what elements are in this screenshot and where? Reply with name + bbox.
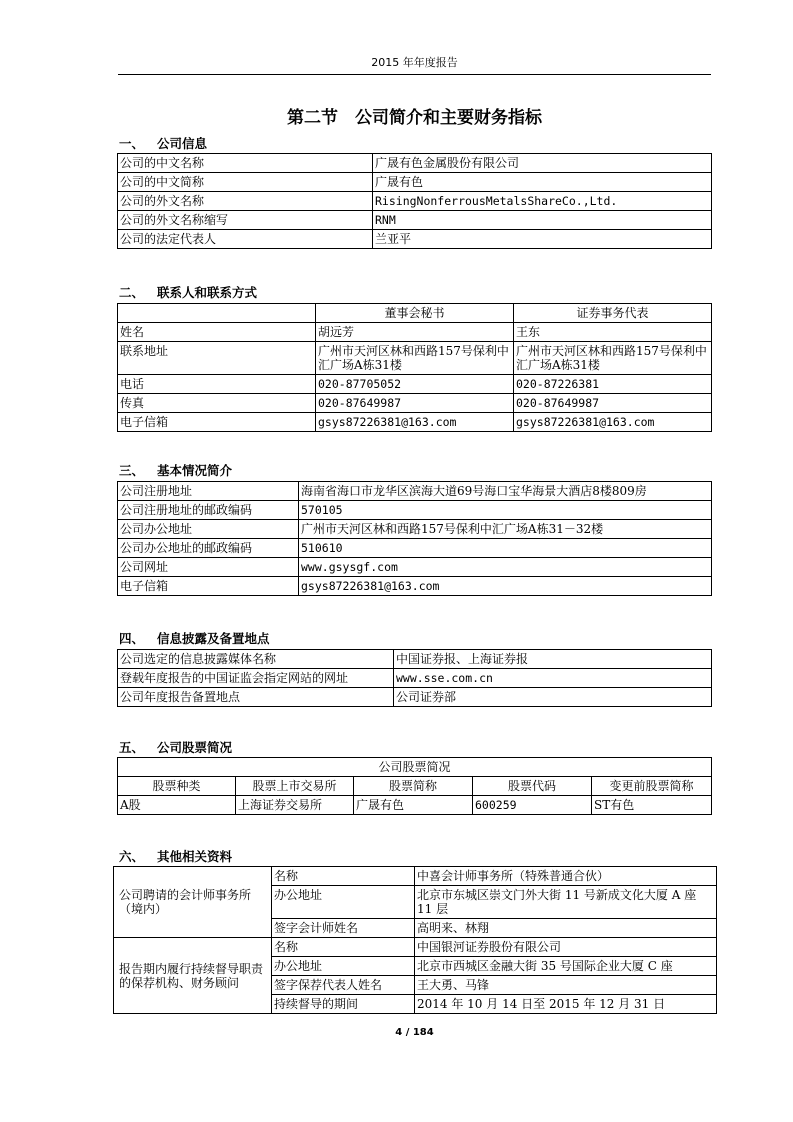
section-number: 六、 <box>119 849 145 864</box>
table-row <box>118 192 712 211</box>
basic-info-table <box>117 481 712 596</box>
table-row <box>114 867 717 886</box>
field-value: 海南省海口市龙华区滨海大道69号海口宝华海景大酒店8楼809房 <box>299 482 712 501</box>
table-row <box>118 688 712 707</box>
field-value: 兰亚平 <box>373 230 712 249</box>
field-label: 电子信箱 <box>118 413 316 432</box>
section-title: 公司股票简况 <box>157 740 233 755</box>
field-label: 名称 <box>272 938 415 957</box>
field-label: 签字保荐代表人姓名 <box>272 976 415 995</box>
field-value: 北京市西城区金融大街 35 号国际企业大厦 C 座 <box>415 957 717 976</box>
field-value: 北京市东城区崇文门外大街 11 号新成文化大厦 A 座 11 层 <box>415 886 717 919</box>
table-row <box>118 342 712 375</box>
page-header: 2015 年年度报告 <box>371 56 458 69</box>
section-title: 联系人和联系方式 <box>157 285 258 300</box>
table-row <box>118 413 712 432</box>
header-cell <box>118 304 316 323</box>
field-value: 020-87705052 <box>316 375 514 394</box>
table-row <box>118 796 712 815</box>
table-row <box>118 323 712 342</box>
table-row <box>114 938 717 957</box>
header-divider <box>118 74 711 75</box>
section-title: 其他相关资料 <box>157 849 233 864</box>
disclosure-table <box>117 649 712 707</box>
table-caption: 公司股票简况 <box>118 758 712 777</box>
section-number: 一、 <box>119 136 145 151</box>
field-value: 公司证券部 <box>394 688 712 707</box>
section-number: 五、 <box>119 740 145 755</box>
header-cell: 股票代码 <box>473 777 592 796</box>
table-row <box>118 501 712 520</box>
table-cell: ST有色 <box>592 796 712 815</box>
table-header-row <box>118 777 712 796</box>
field-value: 2014 年 10 月 14 日至 2015 年 12 月 31 日 <box>415 995 717 1014</box>
table-row <box>118 539 712 558</box>
group-label: 公司聘请的会计师事务所（境内） <box>114 867 272 938</box>
company-info-table <box>117 153 712 249</box>
table-row <box>118 669 712 688</box>
header-cell: 董事会秘书 <box>316 304 514 323</box>
field-value: 广州市天河区林和西路157号保利中汇广场A栋31楼 <box>316 342 514 375</box>
field-label: 公司注册地址 <box>118 482 299 501</box>
field-label: 姓名 <box>118 323 316 342</box>
field-label: 公司办公地址的邮政编码 <box>118 539 299 558</box>
table-caption-row <box>118 758 712 777</box>
field-label: 联系地址 <box>118 342 316 375</box>
field-value: 高明来、林翔 <box>415 919 717 938</box>
field-label: 公司网址 <box>118 558 299 577</box>
header-cell: 证券事务代表 <box>514 304 712 323</box>
other-info-table <box>113 866 717 1014</box>
contacts-table <box>117 303 712 432</box>
table-row <box>118 375 712 394</box>
field-value: 020-87649987 <box>514 394 712 413</box>
field-value: 020-87649987 <box>316 394 514 413</box>
section-number: 三、 <box>119 463 145 478</box>
field-value: 广晟有色金属股份有限公司 <box>373 154 712 173</box>
field-label: 电话 <box>118 375 316 394</box>
field-value: 广晟有色 <box>373 173 712 192</box>
field-label: 持续督导的期间 <box>272 995 415 1014</box>
field-value: 中国证券报、上海证券报 <box>394 650 712 669</box>
table-cell: 上海证券交易所 <box>236 796 354 815</box>
field-value: 广州市天河区林和西路157号保利中汇广场A栋31－32楼 <box>299 520 712 539</box>
field-value: 王大勇、马锋 <box>415 976 717 995</box>
table-row <box>118 558 712 577</box>
field-value: 胡远芳 <box>316 323 514 342</box>
field-label: 办公地址 <box>272 957 415 976</box>
field-label: 公司的外文名称 <box>118 192 373 211</box>
field-value: 570105 <box>299 501 712 520</box>
table-header-row <box>118 304 712 323</box>
header-cell: 股票上市交易所 <box>236 777 354 796</box>
field-value: gsys87226381@163.com <box>514 413 712 432</box>
field-label: 公司注册地址的邮政编码 <box>118 501 299 520</box>
header-cell: 股票简称 <box>354 777 473 796</box>
stock-table <box>117 757 712 815</box>
field-label: 公司的法定代表人 <box>118 230 373 249</box>
table-row <box>118 173 712 192</box>
section-number: 二、 <box>119 285 145 300</box>
section-1-heading <box>119 134 207 152</box>
section-title: 信息披露及备置地点 <box>157 631 270 646</box>
page-number: 4 / 184 <box>395 1027 434 1038</box>
field-label: 公司的中文名称 <box>118 154 373 173</box>
table-row <box>118 650 712 669</box>
field-label: 公司的中文简称 <box>118 173 373 192</box>
section-3-heading <box>119 461 232 479</box>
section-number: 四、 <box>119 631 145 646</box>
field-value: www.gsysgf.com <box>299 558 712 577</box>
field-label: 公司选定的信息披露媒体名称 <box>118 650 394 669</box>
field-label: 公司办公地址 <box>118 520 299 539</box>
section-5-heading <box>119 738 232 756</box>
field-value: RNM <box>373 211 712 230</box>
section-2-heading <box>119 283 257 301</box>
field-value: gsys87226381@163.com <box>299 577 712 596</box>
field-value: www.sse.com.cn <box>394 669 712 688</box>
field-label: 公司年度报告备置地点 <box>118 688 394 707</box>
header-cell: 股票种类 <box>118 777 236 796</box>
table-row <box>118 154 712 173</box>
field-label: 办公地址 <box>272 886 415 919</box>
table-row <box>118 394 712 413</box>
table-cell: 600259 <box>473 796 592 815</box>
section-4-heading <box>119 629 270 647</box>
field-value: 020-87226381 <box>514 375 712 394</box>
table-row <box>118 520 712 539</box>
table-cell: 广晟有色 <box>354 796 473 815</box>
table-row <box>118 211 712 230</box>
table-row <box>118 230 712 249</box>
field-label: 名称 <box>272 867 415 886</box>
field-value: RisingNonferrousMetalsShareCo.,Ltd. <box>373 192 712 211</box>
table-row <box>118 577 712 596</box>
field-value: 中喜会计师事务所（特殊普通合伙） <box>415 867 717 886</box>
section-6-heading <box>119 847 232 865</box>
field-label: 登载年度报告的中国证监会指定网站的网址 <box>118 669 394 688</box>
section-title: 公司信息 <box>157 136 208 151</box>
table-row <box>118 482 712 501</box>
field-value: gsys87226381@163.com <box>316 413 514 432</box>
group-label: 报告期内履行持续督导职责的保荐机构、财务顾问 <box>114 938 272 1014</box>
field-label: 电子信箱 <box>118 577 299 596</box>
section-title: 基本情况简介 <box>157 463 233 478</box>
field-label: 传真 <box>118 394 316 413</box>
field-label: 签字会计师姓名 <box>272 919 415 938</box>
field-value: 中国银河证券股份有限公司 <box>415 938 717 957</box>
table-cell: A股 <box>118 796 236 815</box>
field-value: 广州市天河区林和西路157号保利中汇广场A栋31楼 <box>514 342 712 375</box>
chapter-title: 第二节 公司简介和主要财务指标 <box>287 108 542 128</box>
field-label: 公司的外文名称缩写 <box>118 211 373 230</box>
field-value: 王东 <box>514 323 712 342</box>
field-value: 510610 <box>299 539 712 558</box>
header-cell: 变更前股票简称 <box>592 777 712 796</box>
